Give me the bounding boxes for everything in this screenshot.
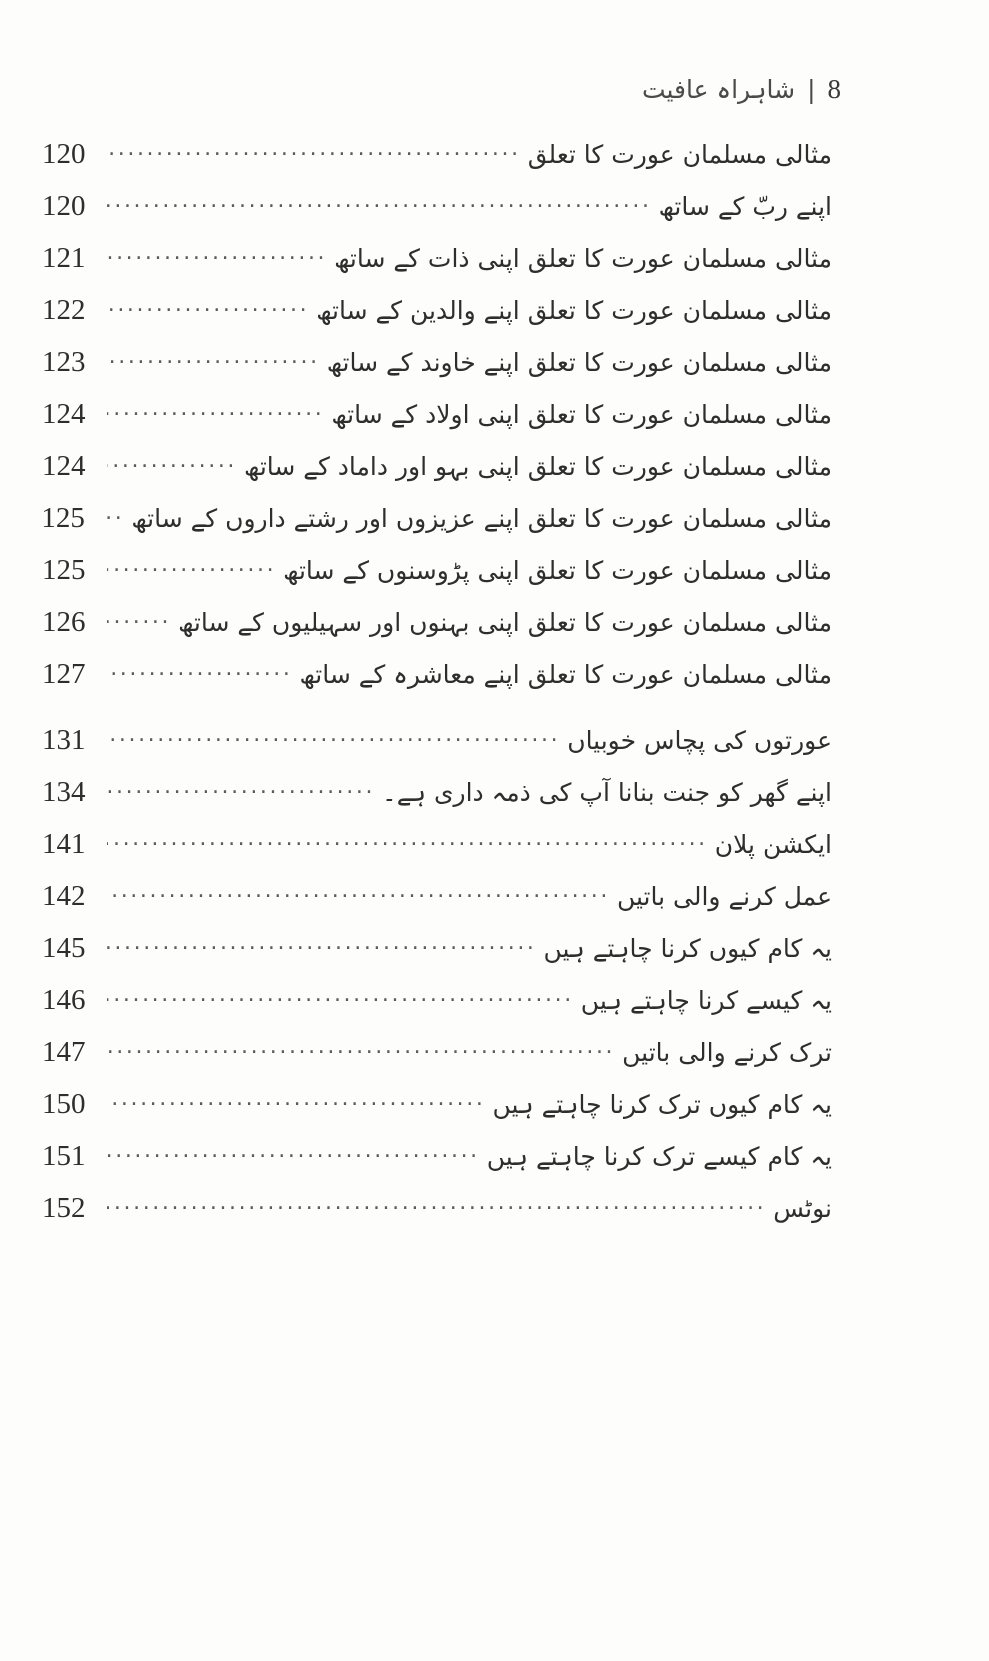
toc-dot-leader [107, 993, 574, 1009]
page-folio-number: 8 [827, 74, 841, 104]
toc-entry-title: مثالی مسلمان عورت کا تعلق اپنے والدین کے ساتھ [316, 296, 832, 325]
toc-entry-page-number: 151 [42, 1140, 86, 1172]
toc-entry-title: مثالی مسلمان عورت کا تعلق اپنی ذات کے ساتھ [334, 244, 832, 273]
toc-dot-leader [107, 1097, 485, 1113]
running-header [642, 74, 841, 105]
toc-dot-leader [107, 303, 309, 319]
toc-entry-page-number: 142 [42, 880, 86, 912]
toc-dot-leader [107, 837, 708, 853]
toc-entry-title: اپنے ربّ کے ساتھ [658, 192, 832, 221]
toc-entry-page-number: 147 [42, 1036, 86, 1068]
toc-entry-page-number: 124 [42, 450, 86, 482]
toc-entry[interactable] [42, 138, 832, 190]
toc-entry[interactable] [42, 658, 832, 710]
toc-dot-leader [107, 147, 521, 163]
toc-entry[interactable] [42, 724, 832, 776]
toc-entry[interactable] [42, 450, 832, 502]
toc-entry-page-number: 152 [42, 1192, 86, 1224]
toc-entry[interactable] [42, 554, 832, 606]
toc-entry[interactable] [42, 776, 832, 828]
toc-entry-page-number: 145 [42, 932, 86, 964]
toc-entry[interactable] [42, 294, 832, 346]
toc-entry[interactable] [42, 502, 832, 554]
toc-entry[interactable] [42, 606, 832, 658]
toc-entry-title: یہ کیسے کرنا چاہتے ہیں [580, 986, 832, 1015]
toc-entry-page-number: 125 [41, 502, 85, 534]
toc-entry-title: مثالی مسلمان عورت کا تعلق اپنے عزیزوں اور رشتے داروں کے ساتھ [131, 504, 832, 533]
toc-entry[interactable] [42, 242, 832, 294]
toc-entry[interactable] [42, 1036, 832, 1088]
toc-entry-page-number: 131 [42, 724, 86, 756]
toc-entry[interactable] [42, 1088, 832, 1140]
toc-dot-leader [107, 563, 276, 579]
toc-entry-title: مثالی مسلمان عورت کا تعلق [527, 140, 832, 169]
toc-entry[interactable] [42, 1140, 832, 1192]
toc-dot-leader [107, 733, 560, 749]
toc-entry-title: مثالی مسلمان عورت کا تعلق اپنے خاوند کے ساتھ [326, 348, 832, 377]
toc-dot-leader [107, 1045, 615, 1061]
toc-dot-leader [107, 355, 320, 371]
toc-entry-page-number: 121 [42, 242, 86, 274]
toc-dot-leader [106, 511, 124, 527]
toc-entry-title: مثالی مسلمان عورت کا تعلق اپنے معاشرہ کے ساتھ [299, 660, 832, 689]
toc-entry-title: مثالی مسلمان عورت کا تعلق اپنی اولاد کے ساتھ [331, 400, 832, 429]
toc-entry-page-number: 141 [42, 828, 86, 860]
toc-entry-title: یہ کام کیوں کرنا چاہتے ہیں [543, 934, 832, 963]
toc-entry-page-number: 150 [42, 1088, 86, 1120]
toc-entry-page-number: 134 [42, 776, 86, 808]
toc-dot-leader [107, 667, 292, 683]
toc-entry-page-number: 122 [42, 294, 86, 326]
toc-entry[interactable] [42, 398, 832, 450]
toc-dot-leader [107, 1201, 766, 1217]
toc-entry-title: مثالی مسلمان عورت کا تعلق اپنی پڑوسنوں کے ساتھ [283, 556, 832, 585]
toc-entry-title: عورتوں کی پچاس خوبیاں [567, 726, 832, 755]
toc-entry-page-number: 123 [42, 346, 86, 378]
toc-entry-title: ترک کرنے والی باتیں [622, 1038, 832, 1067]
toc-dot-leader [107, 615, 171, 631]
toc-dot-leader [107, 199, 652, 215]
toc-entry[interactable] [42, 346, 832, 398]
toc-dot-leader [107, 459, 237, 475]
toc-dot-leader [107, 941, 537, 957]
toc-dot-leader [107, 889, 610, 905]
toc-entry-title: مثالی مسلمان عورت کا تعلق اپنی بہنوں اور سہیلیوں کے ساتھ [178, 608, 832, 637]
toc-entry[interactable] [42, 828, 832, 880]
toc-entry-title: اپنے گھر کو جنت بنانا آپ کی ذمہ داری ہے۔ [382, 778, 832, 807]
toc-entry[interactable] [42, 880, 832, 932]
toc-entry[interactable] [42, 984, 832, 1036]
toc-dot-leader [107, 407, 324, 423]
book-title: شاہراہ عافیت [641, 75, 796, 104]
toc-entry[interactable] [42, 190, 832, 242]
toc-entry-title: نوٹس [773, 1194, 832, 1223]
toc-entry-page-number: 125 [42, 554, 86, 586]
toc-entry-page-number: 126 [42, 606, 86, 638]
toc-entry-page-number: 127 [42, 658, 86, 690]
toc-entry-title: عمل کرنے والی باتیں [616, 882, 832, 911]
toc-entry-page-number: 124 [42, 398, 86, 430]
toc-dot-leader [107, 785, 375, 801]
toc-entry-title: ایکشن پلان [714, 830, 832, 859]
toc-entry-page-number: 146 [42, 984, 86, 1016]
toc-entry-title: یہ کام کیسے ترک کرنا چاہتے ہیں [486, 1142, 832, 1171]
toc-entry-page-number: 120 [42, 190, 86, 222]
toc-entry-title: یہ کام کیوں ترک کرنا چاہتے ہیں [492, 1090, 832, 1119]
toc-entry-page-number: 120 [42, 138, 86, 170]
toc-entry[interactable] [42, 1192, 832, 1244]
toc-entry-title: مثالی مسلمان عورت کا تعلق اپنی بہو اور داماد کے ساتھ [244, 452, 832, 481]
toc-dot-leader [107, 251, 327, 267]
table-of-contents [42, 138, 832, 1244]
toc-entry[interactable] [42, 932, 832, 984]
header-separator: | [807, 75, 816, 104]
toc-dot-leader [107, 1149, 480, 1165]
